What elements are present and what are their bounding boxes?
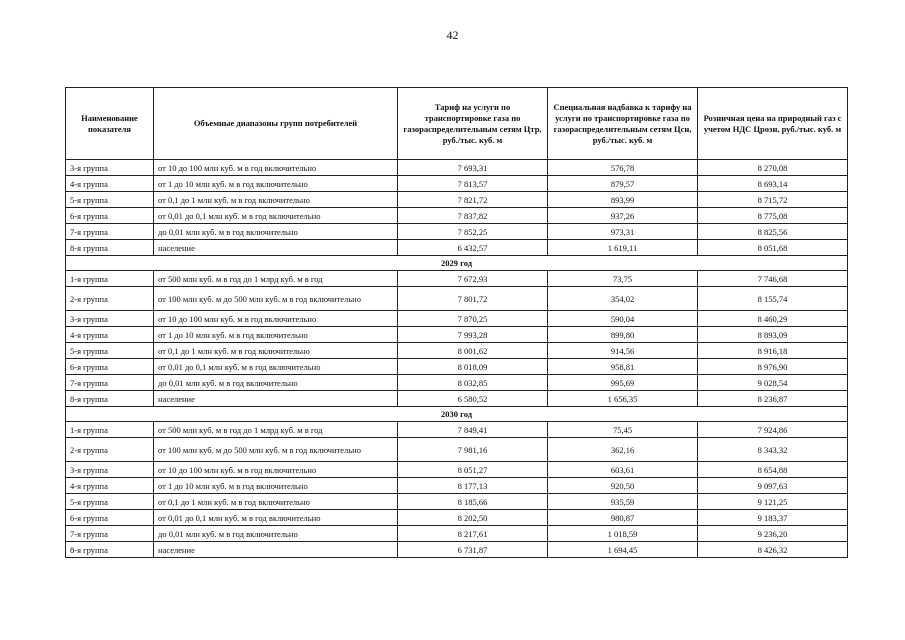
- cell-transport-tariff: 8 217,61: [398, 526, 548, 542]
- cell-special-surcharge: 362,16: [548, 438, 698, 462]
- page-number: 42: [446, 28, 459, 42]
- cell-retail-price: 8 051,68: [698, 240, 848, 256]
- table-row: [66, 160, 848, 176]
- cell-group: 2-я группа: [66, 438, 154, 462]
- cell-retail-price: 8 343,32: [698, 438, 848, 462]
- cell-special-surcharge: 914,56: [548, 343, 698, 359]
- cell-transport-tariff: 7 981,16: [398, 438, 548, 462]
- cell-group: 8-я группа: [66, 391, 154, 407]
- header-indicator-name: Наименование показателя: [66, 88, 154, 160]
- cell-volume-range: от 1 до 10 млн куб. м в год включительно: [154, 327, 398, 343]
- cell-volume-range: от 0,01 до 0,1 млн куб. м в год включительно: [154, 359, 398, 375]
- cell-special-surcharge: 1 619,11: [548, 240, 698, 256]
- cell-retail-price: 8 775,08: [698, 208, 848, 224]
- header-retail-price: Розничная цена на природный газ с учетом НДС Црозн, руб./тыс. куб. м: [698, 88, 848, 160]
- cell-volume-range: от 0,01 до 0,1 млн куб. м в год включительно: [154, 208, 398, 224]
- table-body: [66, 160, 848, 558]
- cell-transport-tariff: 8 051,27: [398, 462, 548, 478]
- header-volume-range: Объемные диапазоны групп потребителей: [154, 88, 398, 160]
- cell-special-surcharge: 1 694,45: [548, 542, 698, 558]
- table-row: [66, 494, 848, 510]
- cell-retail-price: 7 746,68: [698, 271, 848, 287]
- table-row: [66, 176, 848, 192]
- cell-volume-range: от 0,01 до 0,1 млн куб. м в год включительно: [154, 510, 398, 526]
- cell-volume-range: от 0,1 до 1 млн куб. м в год включительно: [154, 494, 398, 510]
- table-row: [66, 462, 848, 478]
- cell-group: 4-я группа: [66, 327, 154, 343]
- cell-volume-range: население: [154, 542, 398, 558]
- cell-special-surcharge: 879,57: [548, 176, 698, 192]
- cell-group: 7-я группа: [66, 526, 154, 542]
- cell-volume-range: от 0,1 до 1 млн куб. м в год включительно: [154, 343, 398, 359]
- cell-volume-range: от 1 до 10 млн куб. м в год включительно: [154, 176, 398, 192]
- cell-transport-tariff: 6 432,57: [398, 240, 548, 256]
- cell-volume-range: от 100 млн куб. м до 500 млн куб. м в год включительно: [154, 438, 398, 462]
- cell-group: 6-я группа: [66, 208, 154, 224]
- cell-transport-tariff: 7 993,28: [398, 327, 548, 343]
- table-row: [66, 391, 848, 407]
- cell-transport-tariff: 6 731,87: [398, 542, 548, 558]
- table-row: [66, 240, 848, 256]
- cell-group: 8-я группа: [66, 542, 154, 558]
- cell-group: 4-я группа: [66, 176, 154, 192]
- table-row: [66, 510, 848, 526]
- cell-retail-price: 8 270,08: [698, 160, 848, 176]
- cell-special-surcharge: 893,99: [548, 192, 698, 208]
- header-special-surcharge: Специальная надбавка к тарифу на услуги по транспортировке газа по газораспределительным сетям Цсн, руб./тыс. куб. м: [548, 88, 698, 160]
- table-row: [66, 542, 848, 558]
- cell-volume-range: от 1 до 10 млн куб. м в год включительно: [154, 478, 398, 494]
- cell-special-surcharge: 1 656,35: [548, 391, 698, 407]
- cell-volume-range: до 0,01 млн куб. м в год включительно: [154, 526, 398, 542]
- table-row: [66, 208, 848, 224]
- table-row: [66, 359, 848, 375]
- cell-group: 5-я группа: [66, 494, 154, 510]
- cell-transport-tariff: 7 849,41: [398, 422, 548, 438]
- cell-group: 6-я группа: [66, 510, 154, 526]
- table-row: [66, 192, 848, 208]
- cell-special-surcharge: 576,78: [548, 160, 698, 176]
- cell-transport-tariff: 7 693,31: [398, 160, 548, 176]
- cell-retail-price: 9 028,54: [698, 375, 848, 391]
- cell-group: 8-я группа: [66, 240, 154, 256]
- cell-retail-price: 8 825,56: [698, 224, 848, 240]
- cell-transport-tariff: 7 813,57: [398, 176, 548, 192]
- header-transport-tariff: Тариф на услуги по транспортировке газа по газораспределительным сетям Цтр, руб./тыс. куб. м: [398, 88, 548, 160]
- cell-transport-tariff: 8 177,13: [398, 478, 548, 494]
- table-row: [66, 327, 848, 343]
- cell-retail-price: 8 460,29: [698, 311, 848, 327]
- cell-retail-price: 9 097,63: [698, 478, 848, 494]
- cell-retail-price: 7 924,86: [698, 422, 848, 438]
- year-label: 2030 год: [66, 407, 848, 422]
- cell-transport-tariff: 8 001,62: [398, 343, 548, 359]
- cell-special-surcharge: 995,69: [548, 375, 698, 391]
- cell-retail-price: 8 693,14: [698, 176, 848, 192]
- year-row: [66, 256, 848, 271]
- cell-volume-range: от 10 до 100 млн куб. м в год включительно: [154, 160, 398, 176]
- cell-volume-range: от 10 до 100 млн куб. м в год включительно: [154, 462, 398, 478]
- cell-special-surcharge: 603,61: [548, 462, 698, 478]
- table-row: [66, 271, 848, 287]
- cell-special-surcharge: 899,80: [548, 327, 698, 343]
- cell-transport-tariff: 7 852,25: [398, 224, 548, 240]
- cell-special-surcharge: 935,59: [548, 494, 698, 510]
- cell-retail-price: 8 916,18: [698, 343, 848, 359]
- cell-volume-range: от 10 до 100 млн куб. м в год включительно: [154, 311, 398, 327]
- cell-transport-tariff: 8 185,66: [398, 494, 548, 510]
- cell-special-surcharge: 973,31: [548, 224, 698, 240]
- cell-retail-price: 8 236,87: [698, 391, 848, 407]
- cell-group: 5-я группа: [66, 192, 154, 208]
- cell-transport-tariff: 7 821,72: [398, 192, 548, 208]
- table-row: [66, 311, 848, 327]
- cell-special-surcharge: 1 018,59: [548, 526, 698, 542]
- cell-special-surcharge: 590,04: [548, 311, 698, 327]
- cell-transport-tariff: 7 837,82: [398, 208, 548, 224]
- cell-volume-range: от 500 млн куб. м в год до 1 млрд куб. м в год: [154, 422, 398, 438]
- table-row: [66, 438, 848, 462]
- tariff-table: [65, 87, 848, 558]
- year-row: [66, 407, 848, 422]
- cell-transport-tariff: 7 672,93: [398, 271, 548, 287]
- cell-special-surcharge: 980,87: [548, 510, 698, 526]
- cell-retail-price: 9 183,37: [698, 510, 848, 526]
- table-row: [66, 375, 848, 391]
- cell-group: 2-я группа: [66, 287, 154, 311]
- cell-retail-price: 8 155,74: [698, 287, 848, 311]
- cell-transport-tariff: 8 018,09: [398, 359, 548, 375]
- cell-group: 3-я группа: [66, 160, 154, 176]
- cell-volume-range: от 500 млн куб. м в год до 1 млрд куб. м в год: [154, 271, 398, 287]
- cell-volume-range: население: [154, 391, 398, 407]
- cell-volume-range: от 0,1 до 1 млн куб. м в год включительно: [154, 192, 398, 208]
- table-row: [66, 422, 848, 438]
- cell-transport-tariff: 6 580,52: [398, 391, 548, 407]
- cell-special-surcharge: 75,45: [548, 422, 698, 438]
- cell-special-surcharge: 354,02: [548, 287, 698, 311]
- table-row: [66, 224, 848, 240]
- cell-transport-tariff: 8 202,50: [398, 510, 548, 526]
- cell-retail-price: 8 893,09: [698, 327, 848, 343]
- cell-volume-range: население: [154, 240, 398, 256]
- cell-retail-price: 8 654,88: [698, 462, 848, 478]
- table-row: [66, 478, 848, 494]
- cell-group: 1-я группа: [66, 271, 154, 287]
- cell-special-surcharge: 920,50: [548, 478, 698, 494]
- cell-group: 3-я группа: [66, 462, 154, 478]
- cell-retail-price: 8 426,32: [698, 542, 848, 558]
- cell-special-surcharge: 937,26: [548, 208, 698, 224]
- cell-transport-tariff: 7 870,25: [398, 311, 548, 327]
- table-header: [66, 88, 848, 160]
- cell-group: 6-я группа: [66, 359, 154, 375]
- year-label: 2029 год: [66, 256, 848, 271]
- cell-group: 1-я группа: [66, 422, 154, 438]
- cell-retail-price: 8 976,90: [698, 359, 848, 375]
- cell-transport-tariff: 8 032,85: [398, 375, 548, 391]
- cell-special-surcharge: 73,75: [548, 271, 698, 287]
- table-row: [66, 526, 848, 542]
- cell-volume-range: до 0,01 млн куб. м в год включительно: [154, 375, 398, 391]
- cell-group: 4-я группа: [66, 478, 154, 494]
- cell-group: 5-я группа: [66, 343, 154, 359]
- cell-retail-price: 8 715,72: [698, 192, 848, 208]
- cell-transport-tariff: 7 801,72: [398, 287, 548, 311]
- cell-group: 7-я группа: [66, 375, 154, 391]
- cell-retail-price: 9 236,20: [698, 526, 848, 542]
- cell-special-surcharge: 958,81: [548, 359, 698, 375]
- cell-retail-price: 9 121,25: [698, 494, 848, 510]
- cell-group: 7-я группа: [66, 224, 154, 240]
- table-row: [66, 287, 848, 311]
- table-row: [66, 343, 848, 359]
- cell-group: 3-я группа: [66, 311, 154, 327]
- cell-volume-range: до 0,01 млн куб. м в год включительно: [154, 224, 398, 240]
- cell-volume-range: от 100 млн куб. м до 500 млн куб. м в год включительно: [154, 287, 398, 311]
